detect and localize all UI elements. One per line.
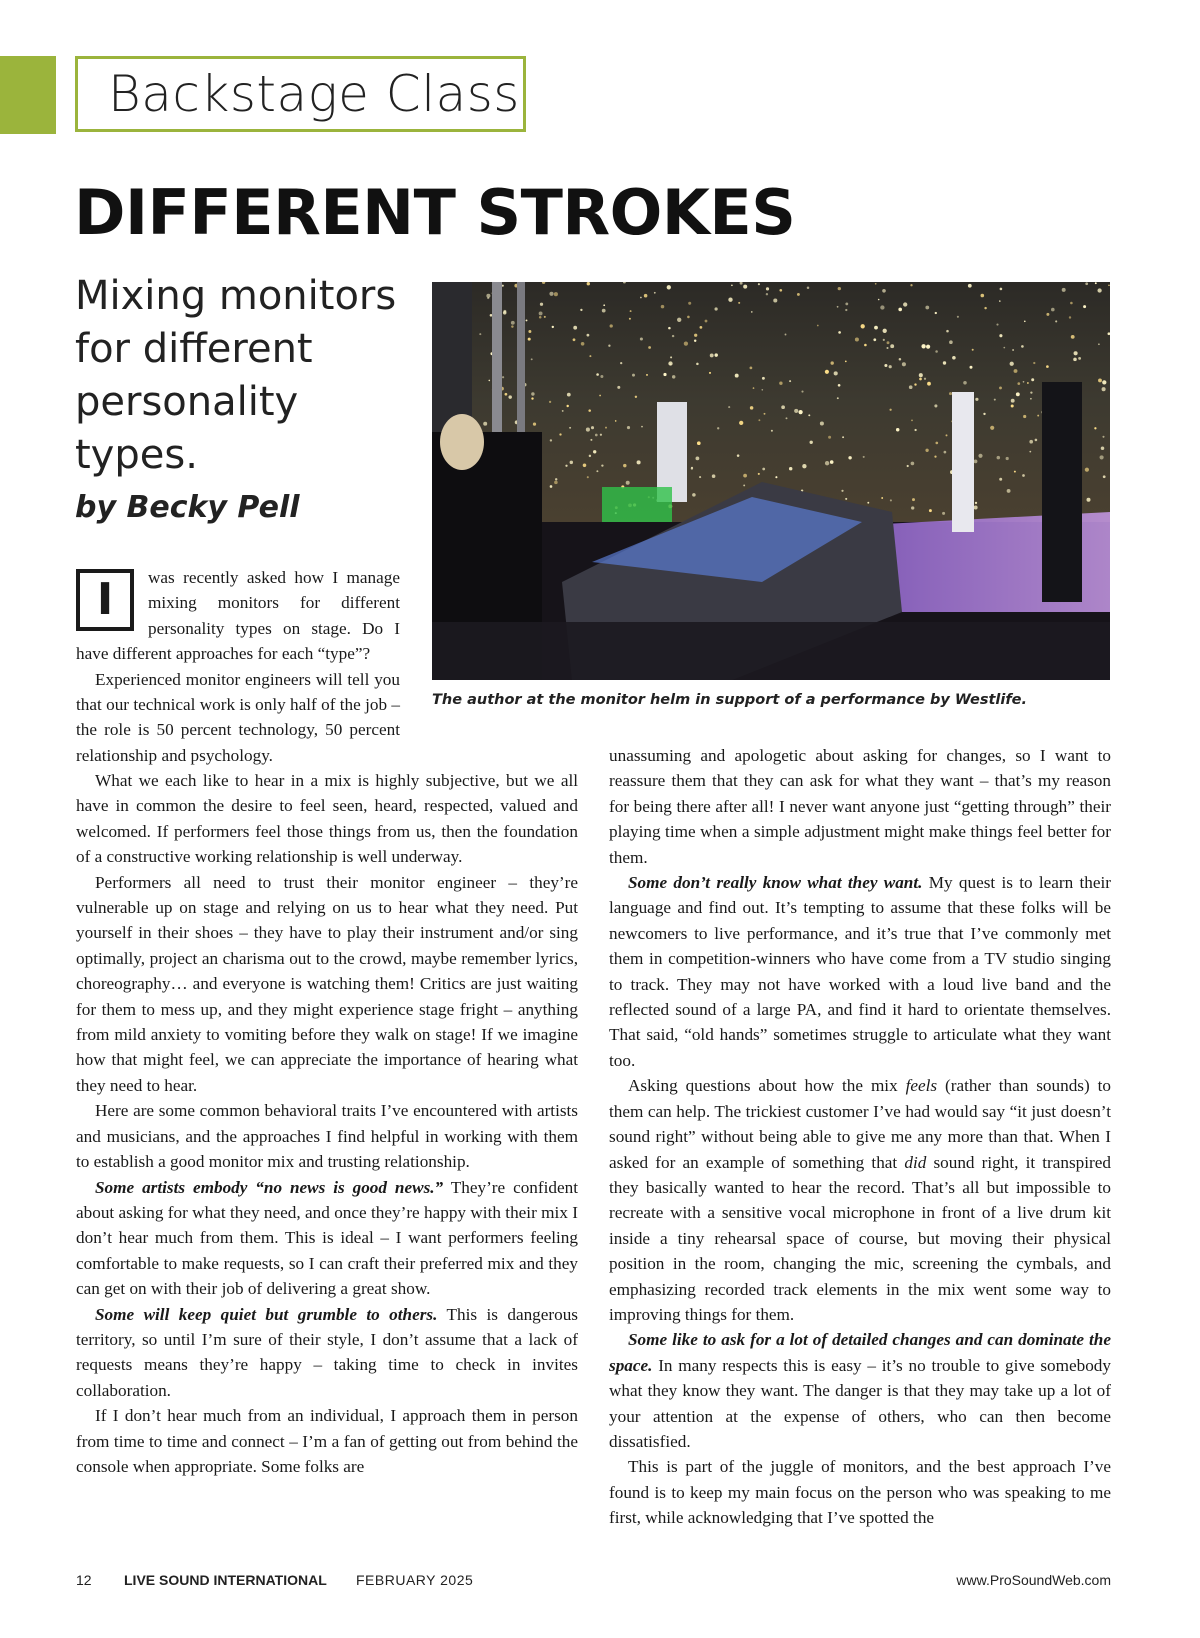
body-column-top-left: [76, 565, 400, 768]
body-paragraph: Performers all need to trust their monitor engineer – they’re vulnerable up on stage and relying on us to hear what they need. Put yourself in their shoes – they have to play their instrument and/or sing optimally, project an charisma out to the crowd, maybe remember lyrics, choreography… and everyone is watching them! Critics are just waiting for them to mess up, and they might experience stage fright – anything from mild anxiety to vomiting before they walk on stage! If we imagine how that might feel, we can appreciate the importance of hearing what they need to hear.: [76, 872, 578, 1095]
website-link[interactable]: www.ProSoundWeb.com: [956, 1572, 1111, 1588]
section-label: Backstage Class: [75, 56, 526, 132]
body-paragraph: unassuming and apologetic about asking for changes, so I want to reassure them that they can ask for what they want – that’s my reason for being there after all! I never want anyone just “getting through” their playing time when a simple adjustment might make things feel better for them.: [609, 746, 1111, 867]
body-column-right: [609, 743, 1111, 1531]
body-paragraph: This is part of the juggle of monitors, and the best approach I’ve found is to keep my main focus on the person who was speaking to me first, while acknowledging that I’ve spotted the: [609, 1457, 1111, 1528]
issue-date: FEBRUARY 2025: [356, 1572, 474, 1588]
trait-lead: Some artists embody “no news is good news.”: [95, 1177, 444, 1197]
body-column-left: [76, 768, 578, 1479]
page-number: 12: [76, 1572, 92, 1588]
body-paragraph: If I don’t hear much from an individual, I approach them in person from time to time and connect – I’m a fan of getting out from behind the console when appropriate. Some folks are: [76, 1406, 578, 1476]
page-footer: [76, 1572, 1111, 1596]
concert-photo: [432, 282, 1110, 680]
deck-subtitle: Mixing monitors for different personality types.: [75, 273, 397, 478]
byline: by Becky Pell: [75, 490, 300, 525]
body-paragraph: Here are some common behavioral traits I’ve encountered with artists and musicians, and the approaches I find helpful in working with them to establish a good monitor mix and trusting relationship.: [76, 1101, 578, 1172]
trait-lead: Some don’t really know what they want.: [628, 873, 923, 893]
body-paragraph: Some artists embody “no news is good news.” They’re confident about asking for what they need, and once they’re happy with their mix I don’t hear much from them. This is ideal – I want performers feeling comfortable to make requests, so I can craft their preferred mix and they can get on with their job of delivering a great show.: [76, 1177, 578, 1299]
intro-paragraph: I was recently asked how I manage mixing monitors for different personality types on stage. Do I have different approaches for each “type”?: [76, 568, 400, 664]
body-paragraph: Some will keep quiet but grumble to others. This is dangerous territory, so until I’m sure of their style, I don’t assume that a lack of requests means they’re happy – taking time to check in invites collaboration.: [76, 1304, 578, 1400]
concert-photo-illustration: [432, 282, 1110, 680]
body-paragraph: What we each like to hear in a mix is highly subjective, but we all have in common the desire to feel seen, heard, respected, valued and welcomed. If performers feel those things from us, then the foundation of a constructive working relationship is well underway.: [76, 771, 578, 867]
magazine-name: LIVE SOUND INTERNATIONAL: [124, 1572, 327, 1588]
body-paragraph: Some like to ask for a lot of detailed changes and can dominate the space. In many respects this is easy – it’s no trouble to give somebody what they know they want. The danger is that they may take up a lot of your attention at the expense of others, who can then become dissatisfied.: [609, 1330, 1111, 1451]
trait-lead: Some will keep quiet but grumble to others.: [95, 1304, 438, 1324]
body-paragraph: Asking questions about how the mix feels (rather than sounds) to them can help. The trickiest customer I’ve had would say “it just doesn’t sound right” without being able to give me any more than that. When I asked for an example of something that did sound right, it transpired they basically wanted to hear the record. That’s all but impossible to recreate with a sensitive vocal microphone in front of a live drum kit inside a tiny rehearsal space of course, but moving their physical position in the room, changing the mic, screening the cymbals, and emphasizing recorded track elements in the mix went some way to improving things for them.: [609, 1076, 1111, 1324]
section-accent-tab: [0, 56, 56, 134]
body-paragraph: Experienced monitor engineers will tell you that our technical work is only half of the job – the role is 50 percent technology, 50 percent relationship and psychology.: [76, 669, 400, 765]
trait-lead: Some like to ask for a lot of detailed changes and can dominate the space.: [609, 1330, 1111, 1375]
headline: DIFFERENT STROKES: [74, 176, 796, 249]
body-paragraph: Some don’t really know what they want. My quest is to learn their language and find out. It’s tempting to assume that these folks will be newcomers to live performance, and it’s true that I’ve commonly met them in competition-winners who have come from a TV studio singing to track. They may not have worked with a loud live band and the reflected sound of a large PA, and find it hard to orientate themselves. That said, “old hands” sometimes struggle to articulate what they want too.: [609, 873, 1111, 1070]
photo-caption: The author at the monitor helm in support of a performance by Westlife.: [432, 692, 1027, 708]
drop-cap: I: [76, 569, 134, 631]
